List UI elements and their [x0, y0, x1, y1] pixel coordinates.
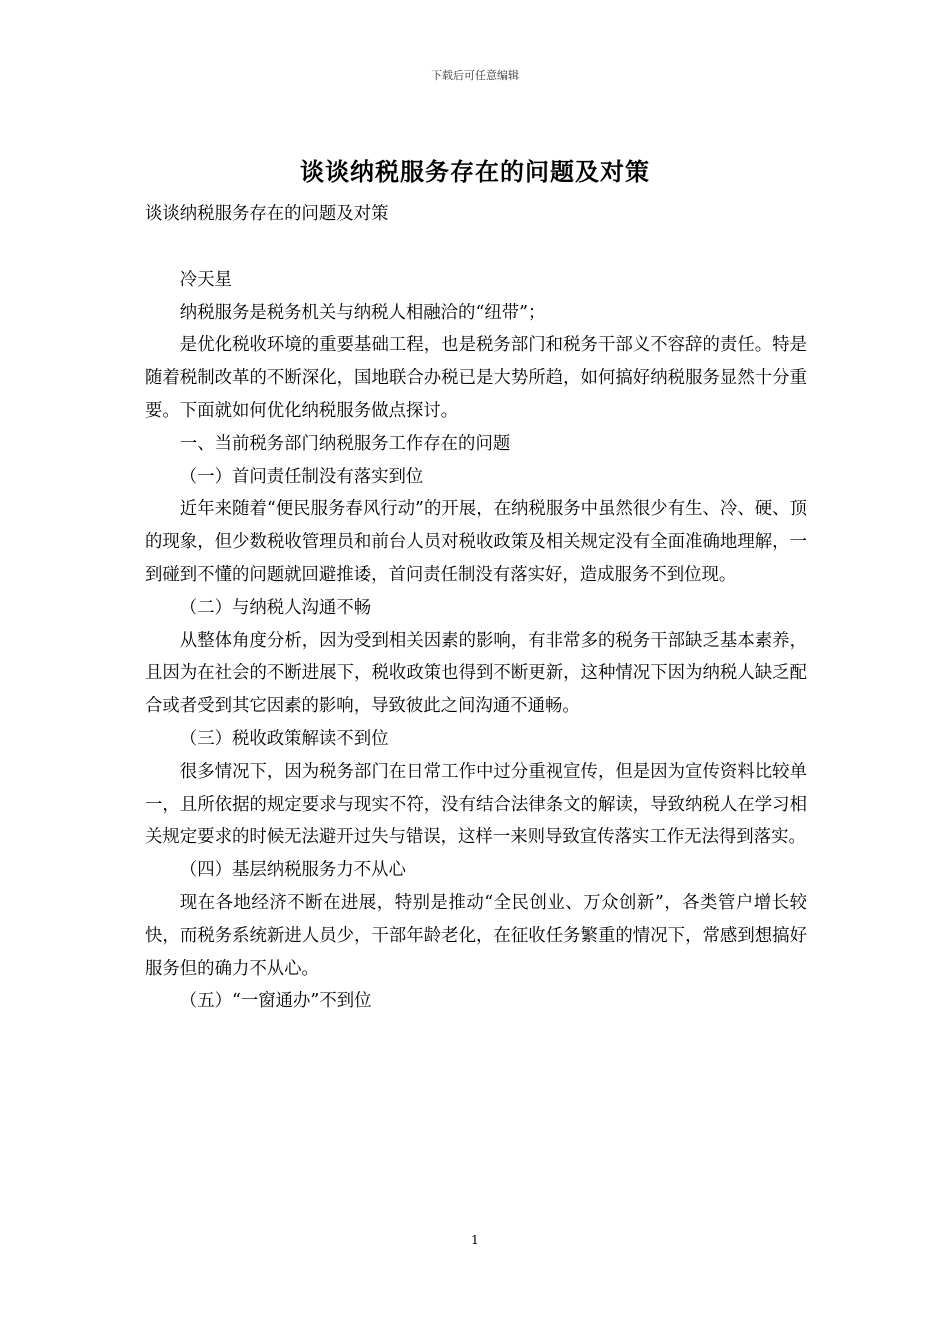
document-body	[145, 198, 807, 1018]
subsection-heading-3: （三）税收政策解读不到位	[179, 728, 389, 749]
page-number: 1	[471, 1233, 479, 1247]
document-title: 谈谈纳税服务存在的问题及对策	[300, 158, 650, 186]
subsection-heading-2: （二）与纳税人沟通不畅	[179, 597, 372, 618]
subsection-heading-4: （四）基层纳税服务力不从心	[179, 860, 406, 881]
subsection-heading-1: （一）首问责任制没有落实到位	[179, 466, 424, 487]
paragraph-2: 是优化税收环境的重要基础工程，也是税务部门和税务干部义不容辞的责任。特是随着税制改革的不断深化，国地联合办税已是大势所趋，如何搞好纳税服务显然十分重要。下面就如何优化纳税服务做点探讨。	[145, 335, 807, 421]
header-note: 下载后可任意编辑	[431, 69, 519, 82]
paragraph-6: 现在各地经济不断在进展，特别是推动“全民创业、万众创新”，各类管户增长较快，而税务系统新进人员少，干部年龄老化，在征收任务繁重的情况下，常感到想搞好服务但的确力不从心。	[145, 892, 807, 979]
subsection-heading-5: （五）“一窗通办”不到位	[179, 991, 372, 1012]
paragraph-5: 很多情况下，因为税务部门在日常工作中过分重视宣传，但是因为宣传资料比较单一，且所依据的规定要求与现实不符，没有结合法律条文的解读，导致纳税人在学习相关规定要求的时候无法避开过失与错误，这样一来则导致宣传落实工作无法得到落实。	[145, 761, 807, 848]
paragraph-3: 近年来随着“便民服务春风行动”的开展，在纳税服务中虽然很少有生、冷、硬、顶的现象，但少数税收管理员和前台人员对税收政策及相关规定没有全面准确地理解，一到碰到不懂的问题就回避推诿，首问责任制没有落实好，造成服务不到位现。	[145, 499, 807, 585]
section-heading-1: 一、当前税务部门纳税服务工作存在的问题	[179, 433, 511, 454]
author-name: 冷天星	[179, 269, 232, 290]
document-subtitle: 谈谈纳税服务存在的问题及对策	[145, 204, 389, 224]
paragraph-4: 从整体角度分析，因为受到相关因素的影响，有非常多的税务干部缺乏基本素养，且因为在社会的不断进展下，税收政策也得到不断更新，这种情况下因为纳税人缺乏配合或者受到其它因素的影响，导致彼此之间沟通不通畅。	[145, 630, 807, 717]
paragraph-1: 纳税服务是税务机关与纳税人相融洽的“纽带”；	[179, 302, 546, 323]
